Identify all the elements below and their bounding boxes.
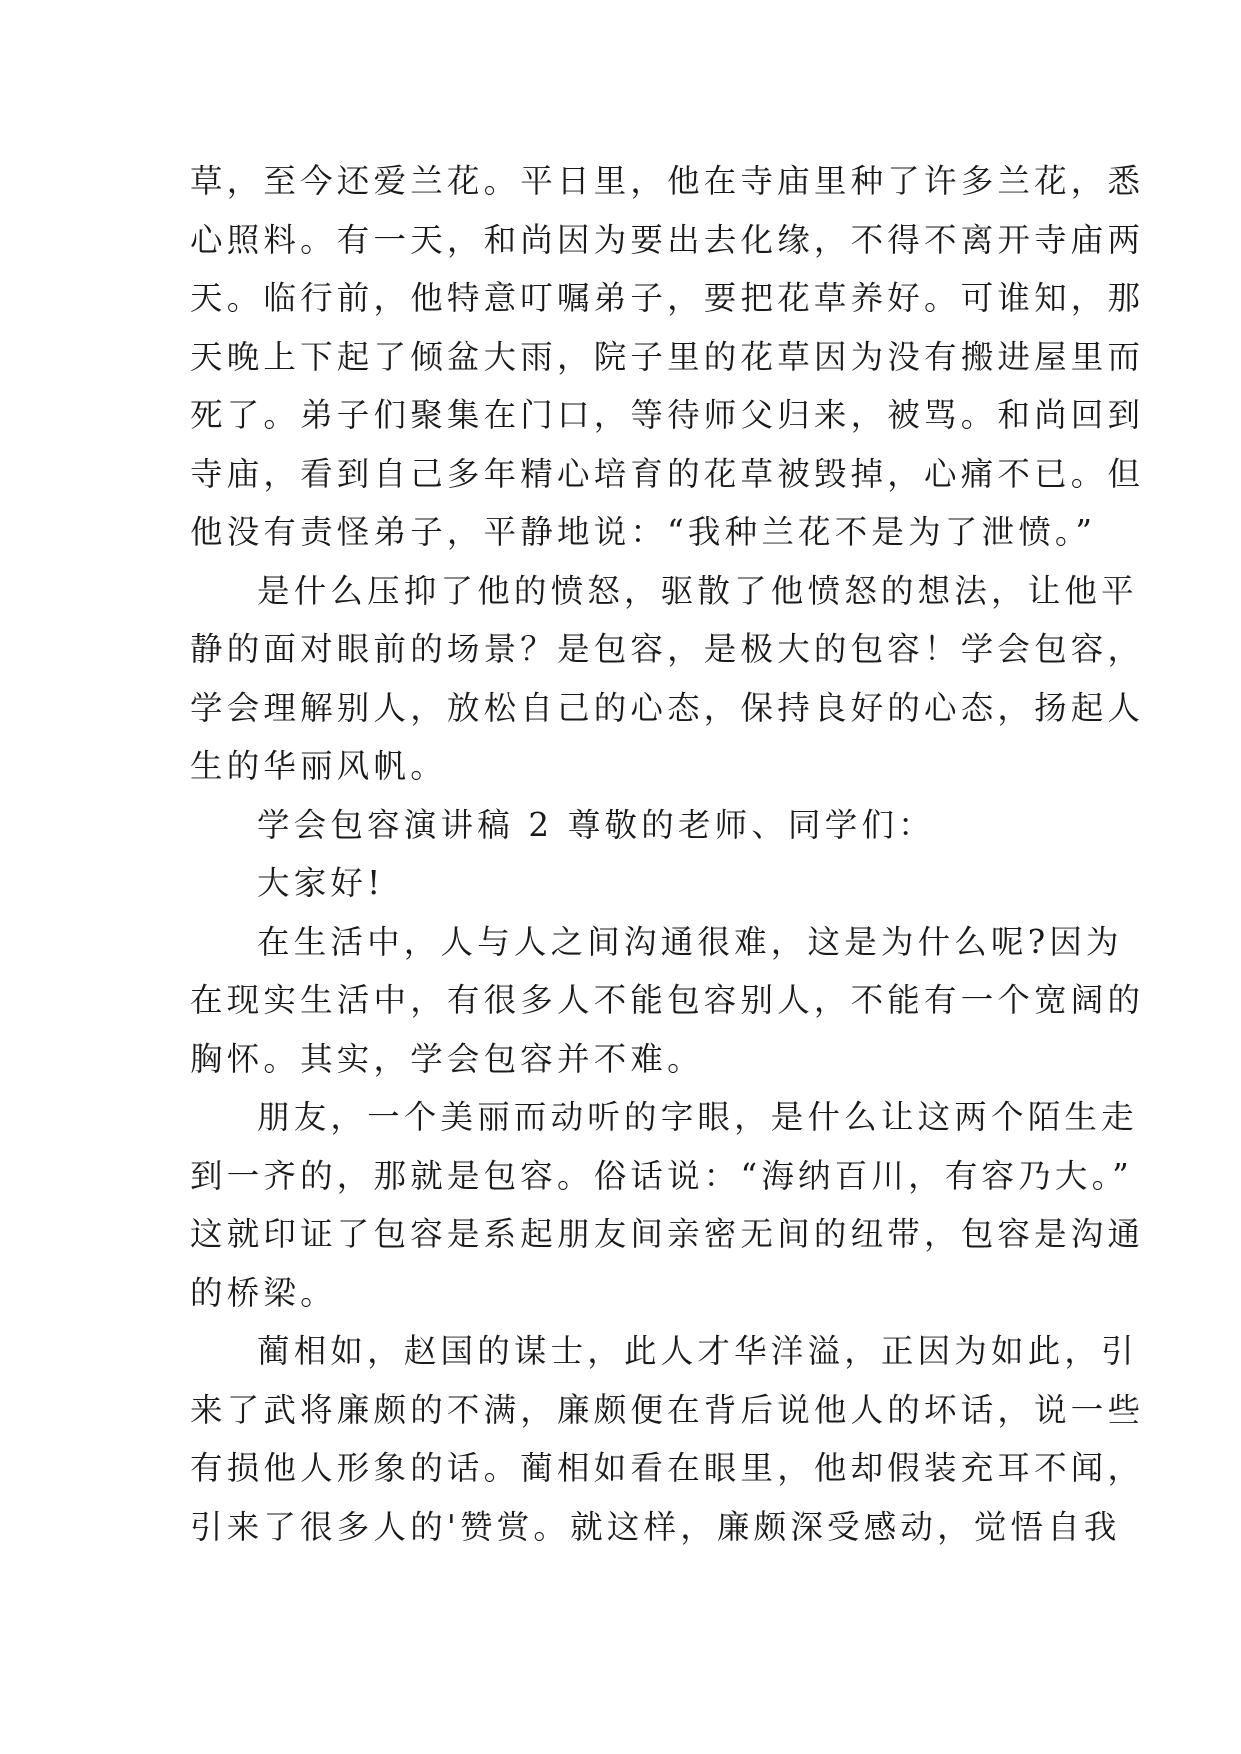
text-line: 是什么压抑了他的愤怒，驱散了他愤怒的想法，让他平 (257, 571, 1138, 610)
text-line: 心照料。有一天，和尚因为要出去化缘，不得不离开寺庙两 (190, 220, 1145, 259)
text-line: 到一齐的，那就是包容。俗话说：“海纳百川，有容乃大。” (190, 1156, 1133, 1195)
text-line: 天晚上下起了倾盆大雨，院子里的花草因为没有搬进屋里而 (190, 337, 1145, 376)
text-line: 草，至今还爱兰花。平日里，他在寺庙里种了许多兰花，悉 (190, 162, 1145, 200)
text-line: 引来了很多人的'赞赏。就这样，廉颇深受感动，觉悟自我 (190, 1507, 1121, 1546)
text-line: 寺庙，看到自己多年精心培育的花草被毁掉，心痛不已。但 (190, 454, 1145, 493)
text-line: 学会理解别人，放松自己的心态，保持良好的心态，扬起人 (190, 688, 1145, 727)
text-line: 学会包容演讲稿 2 尊敬的老师、同学们： (257, 805, 935, 844)
text-line: 来了武将廉颇的不满，廉颇便在背后说他人的坏话，说一些 (190, 1390, 1145, 1429)
text-line: 他没有责怪弟子，平静地说：“我种兰花不是为了泄愤。” (190, 513, 1097, 551)
text-line: 这就印证了包容是系起朋友间亲密无间的纽带，包容是沟通 (190, 1215, 1145, 1253)
text-line: 朋友，一个美丽而动听的字眼，是什么让这两个陌生走 (257, 1098, 1138, 1136)
text-line: 胸怀。其实，学会包容并不难。 (190, 1039, 704, 1078)
text-line: 的桥梁。 (190, 1273, 337, 1312)
text-line: 在现实生活中，有很多人不能包容别人，不能有一个宽阔的 (190, 981, 1145, 1019)
document-body (190, 152, 1145, 1556)
text-line: 生的华丽风帆。 (190, 747, 447, 785)
text-line: 死了。弟子们聚集在门口，等待师父归来，被骂。和尚回到 (190, 396, 1145, 434)
text-line: 有损他人形象的话。蔺相如看在眼里，他却假装充耳不闻， (190, 1449, 1145, 1487)
text-line: 静的面对眼前的场景？是包容，是极大的包容！学会包容， (190, 630, 1145, 668)
text-line: 天。临行前，他特意叮嘱弟子，要把花草养好。可谁知，那 (190, 279, 1145, 317)
text-line: 蔺相如，赵国的谋士，此人才华洋溢，正因为如此，引 (257, 1332, 1138, 1370)
text-line: 大家好! (257, 864, 385, 902)
text-line: 在生活中，人与人之间沟通很难，这是为什么呢?因为 (257, 922, 1123, 961)
